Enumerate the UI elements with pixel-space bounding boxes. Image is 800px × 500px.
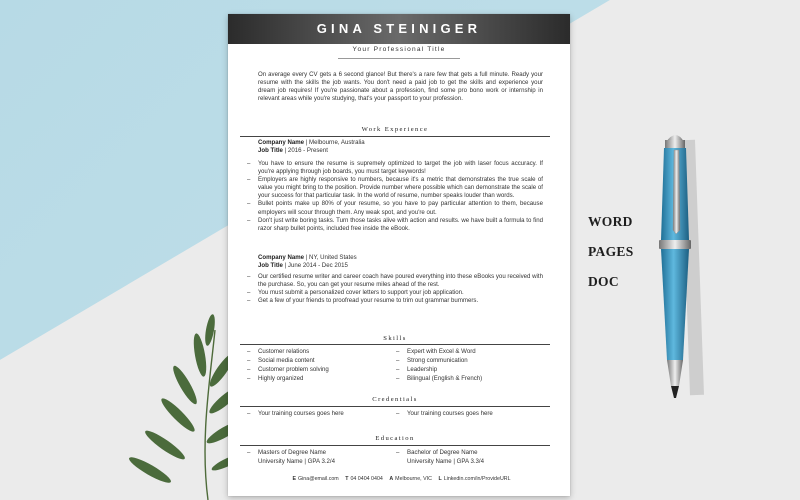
university-gpa: University Name | GPA 3.2/4	[258, 458, 335, 465]
summary-paragraph: On average every CV gets a 6 second glance! But there's a rare few that gets a full minute. Ready your resume with the skills the job wants. You don't need a paid job to get the skills and experience your dream job requires! If you're passionate about a profession, find some pro bono work or internship in relevant areas while you're studying, that's your passport to your profession.	[258, 71, 543, 103]
section-rule	[240, 344, 550, 345]
address-key: A	[389, 476, 394, 482]
job-1-location: | Melbourne, Australia	[305, 139, 365, 146]
phone-key: T	[345, 476, 349, 482]
list-item: – You must submit a personalized cover letters to support your job application.	[244, 289, 543, 297]
format-label-pages: PAGES	[588, 244, 634, 259]
section-rule	[240, 445, 550, 446]
list-item: – Don't just write boring tasks. Turn those tasks alive with action and results. we have built a formula to find razor sharp bullet points, included free inside the eBook.	[244, 217, 543, 233]
list-item: – Employers are highly responsive to numbers, because it's a metric that demonstrates the true scale of value you might bring to the position. Provide number where possible which can demonstrate the scale of your success for that particular task. In the world of resume, number speaks louder than words.	[244, 176, 543, 200]
job-1-company: Company Name	[258, 139, 305, 146]
job-2-company: Company Name	[258, 254, 305, 261]
list-item: – Social media content	[244, 356, 394, 365]
job-2-location: | NY, United States	[305, 254, 357, 261]
section-title-education: Education	[375, 435, 415, 442]
degree-name: – Masters of Degree Name	[244, 448, 394, 457]
link-key: L	[438, 476, 442, 482]
section-title-work: Work Experience	[361, 126, 429, 133]
list-item: – Expert with Excel & Word	[393, 347, 548, 356]
professional-title: Your Professional Title	[352, 46, 446, 53]
job-1-title: Job Title	[258, 147, 283, 155]
list-item: – Our certified resume writer and career coach have poured everything into these eBooks you received with the purchase. So, you can get your resume miles ahead of the rest.	[244, 273, 543, 289]
job-1-dates: | 2016 - Present	[284, 147, 328, 155]
section-title-credentials: Credentials	[372, 396, 418, 403]
title-underline	[338, 58, 460, 59]
job-2-dates: | June 2014 - Dec 2015	[284, 262, 348, 270]
job-2-bullets	[244, 273, 543, 305]
degree-name: – Bachelor of Degree Name	[393, 448, 548, 457]
address-value: Melbourne, VIC	[395, 476, 432, 482]
link-value: Linkedin.com/in/ProvideURL	[443, 476, 511, 482]
list-item: – Customer problem solving	[244, 365, 394, 374]
contact-footer	[228, 476, 570, 482]
skills-right-column	[393, 347, 548, 383]
format-label-word: WORD	[588, 214, 633, 229]
phone-value: 04 0404 0404	[350, 476, 383, 482]
job-1-bullets	[244, 160, 543, 233]
list-item: – You have to ensure the resume is supremely optimized to target the job with laser focus accuracy. If you're applying through job boards, you must target keywords!	[244, 160, 543, 176]
credentials-left	[244, 409, 394, 418]
list-item: – Bullet points make up 80% of your resume, so you have to pay particular attention to them, because employers will scour through them. Any weak spot, and you're out.	[244, 200, 543, 216]
email-key: E	[292, 476, 296, 482]
education-right	[393, 448, 548, 466]
list-item: – Your training courses goes here	[244, 409, 394, 418]
university-gpa: University Name | GPA 3.3/4	[407, 458, 484, 465]
list-item: – Customer relations	[244, 347, 394, 356]
section-rule	[240, 406, 550, 407]
section-rule	[240, 136, 550, 137]
list-item: – Get a few of your friends to proofread your resume to trim out grammar bummers.	[244, 297, 543, 305]
email-value: Gina@email.com	[298, 476, 339, 482]
list-item: – Strong communication	[393, 356, 548, 365]
list-item: – Bilingual (English & French)	[393, 374, 548, 383]
section-title-skills: Skills	[383, 335, 407, 342]
resume-name: GINA STEINIGER	[316, 21, 482, 36]
job-2-header	[258, 254, 543, 270]
job-2-title: Job Title	[258, 262, 283, 270]
list-item: – Leadership	[393, 365, 548, 374]
list-item: – Highly organized	[244, 374, 394, 383]
list-item: – Your training courses goes here	[393, 409, 548, 418]
credentials-right	[393, 409, 548, 418]
education-left	[244, 448, 394, 466]
resume-document	[228, 14, 570, 496]
skills-left-column	[244, 347, 394, 383]
job-1-header	[258, 139, 543, 155]
format-label-doc: DOC	[588, 274, 619, 289]
